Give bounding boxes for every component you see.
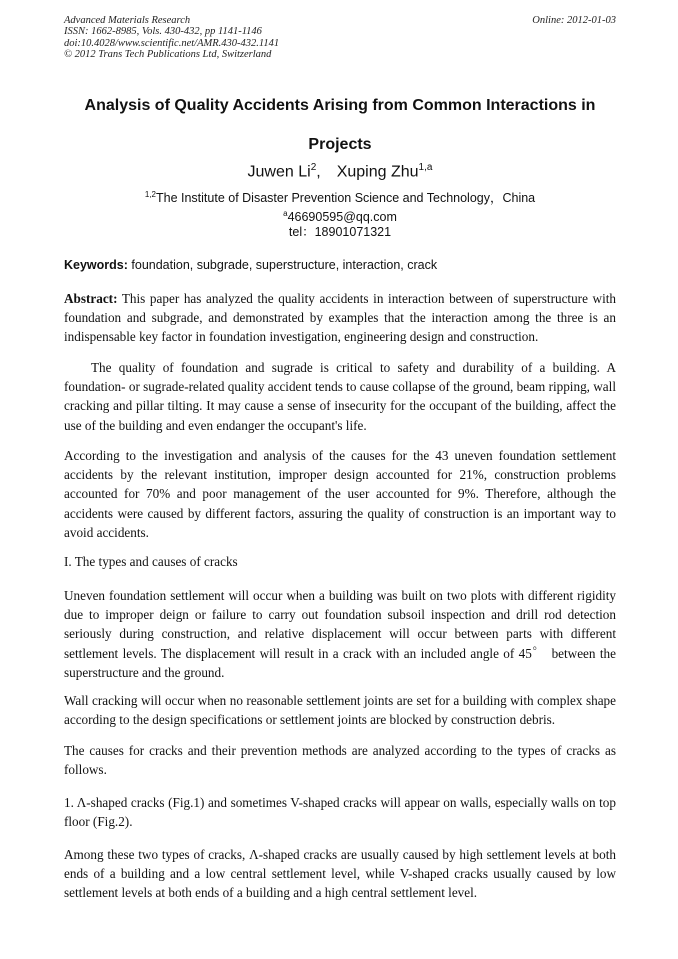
telephone: tel：18901071321 <box>288 225 392 239</box>
authors: Juwen Li$^2$, Xuping Zhu$^{1,a}$ <box>247 162 433 181</box>
paragraph: According to the investigation and analysis of the causes for the 43 uneven foundation settlement accidents by the relevant institution, improper design accounted for 21%, construction problems accounted for 70% and poor management of the user accounted for 9%. Therefore, although the accidents were caused by different factors, assuring the quality of construction is an important way to avoid accidents. <box>64 448 616 540</box>
keywords-label: Keywords: <box>64 258 128 272</box>
issn: ISSN: 1662-8985, Vols. 430-432, pp 1141-1146 <box>64 26 262 38</box>
author-sup: 2 <box>310 162 317 173</box>
journal-header <box>64 15 616 60</box>
paragraph: The causes for cracks and their prevention methods are analyzed according to the types of cracks as follows. <box>64 743 616 778</box>
email <box>64 206 616 225</box>
doi: doi:10.4028/www.scientific.net/AMR.430-432.1141 <box>64 37 280 49</box>
email-text: 46690595@qq.com <box>287 210 397 225</box>
paragraph: Wall cracking will occur when no reasonable settlement joints are set for a building with complex shape according to the design specifications or settlement joints are blocked by construction debris. <box>64 693 616 728</box>
author-sup: 1,a <box>418 162 433 173</box>
keywords-text: foundation, subgrade, superstructure, interaction, crack <box>131 258 438 272</box>
affiliation-text: The Institute of Disaster Prevention Science and Technology，China <box>155 191 536 206</box>
paragraph: The quality of foundation and sugrade is critical to safety and durability of a building. A foundation- or sugrade-related quality accident tends to cause collapse of the ground, beam ripping, wall cracking and pillar tilting. It may cause a sense of insecurity for the occupant of the building, affect the use of the building and even endanger the occupant's life. <box>64 360 616 433</box>
affiliation-sup: 1,2 <box>144 190 156 199</box>
journal-name: Advanced Materials Research <box>64 15 191 26</box>
abstract <box>64 289 616 347</box>
keywords <box>64 257 616 274</box>
author-name: Juwen Li <box>247 163 311 181</box>
paragraph: Uneven foundation settlement will occur when a building was built on two plots with different rigidity due to improper deign or failure to carry out foundation subsoil inspection and drill rod detection seriously during construction, and relative displacement will occur between parts with different settlement levels. The displacement will result in a crack with an included angle of 45゜ between the superstructure and the ground. <box>64 588 616 680</box>
section-heading: I. The types and causes of cracks <box>64 554 238 569</box>
online-date: Online: 2012-01-03 <box>532 15 616 26</box>
email-sup: a <box>283 209 288 218</box>
paragraph: 1. Λ-shaped cracks (Fig.1) and sometimes V-shaped cracks will appear on walls, especially walls on top floor (Fig.2). <box>64 795 616 830</box>
author-name: Xuping Zhu <box>336 163 419 181</box>
paragraph: Among these two types of cracks, Λ-shaped cracks are usually caused by high settlement levels at both ends of a building and a low central settlement level, while V-shaped cracks usually caused by low settlement levels at both ends of a building and a high central settlement level. <box>64 847 616 901</box>
paper-title: Analysis of Quality Accidents Arising from Common Interactions in Projects <box>84 97 596 153</box>
affiliation <box>64 187 616 206</box>
abstract-label: Abstract: <box>64 291 118 306</box>
copyright: © 2012 Trans Tech Publications Ltd, Switzerland <box>64 48 272 60</box>
abstract-text: This paper has analyzed the quality accidents in interaction between of superstructure with foundation and subgrade, and demonstrated by examples that the interaction among the three is an indispensable key factor in foundation investigation, engineering design and construction. <box>64 291 616 345</box>
